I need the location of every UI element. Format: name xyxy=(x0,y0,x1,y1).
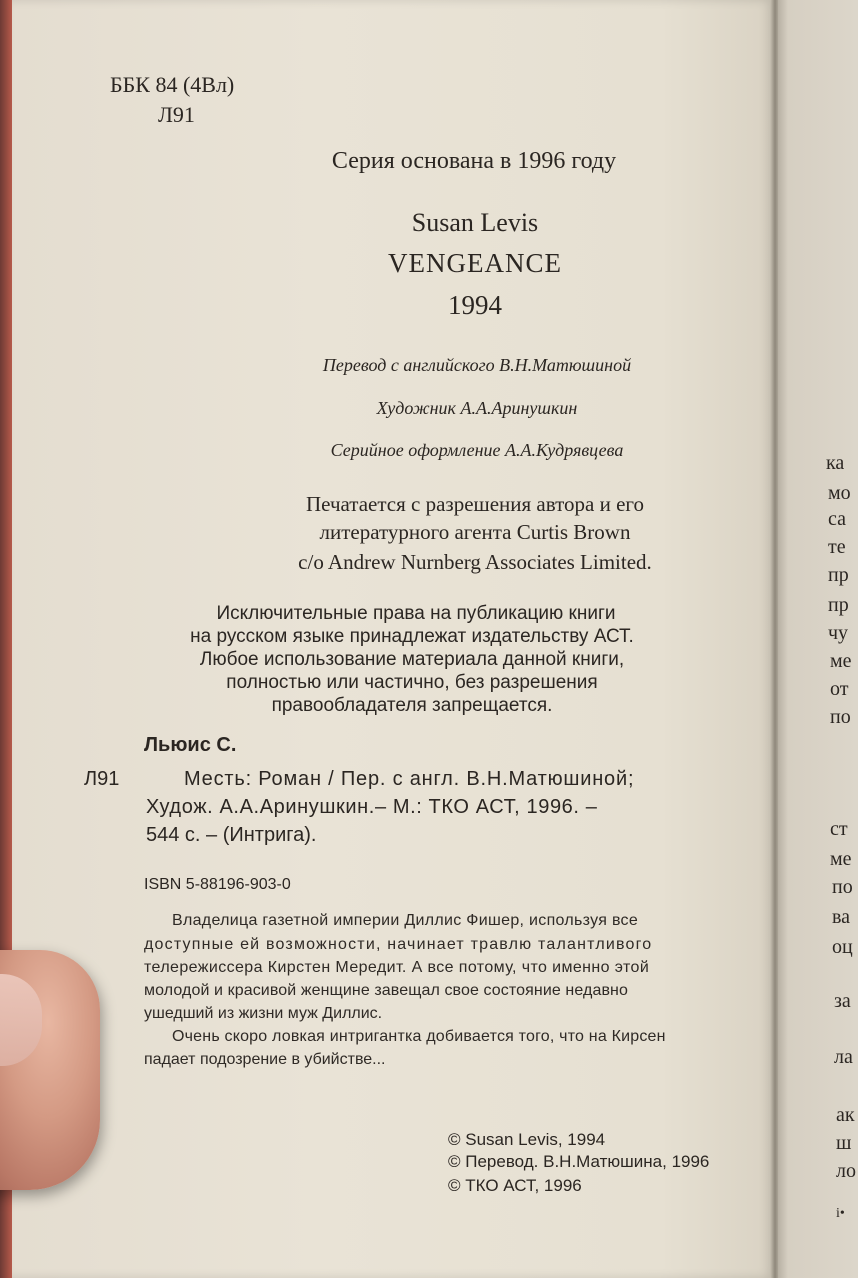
translator-credit: Перевод с английского В.Н.Матюшиной xyxy=(322,355,632,375)
copyright-line: © Перевод. В.Н.Матюшина, 1996 xyxy=(448,1152,710,1171)
thumbnail-nail xyxy=(0,974,42,1066)
rights-line: Любое использование материала данной книги, xyxy=(199,649,625,670)
catalog-line: Худож. А.А.Аринушкин.– М.: ТКО АСТ, 1996. – xyxy=(146,796,598,818)
annotation-line: телережиссера Кирстен Мередит. А все потому, что именно этой xyxy=(144,959,650,976)
facing-page-fragment: ва xyxy=(832,906,851,928)
facing-page-fragment: і• xyxy=(836,1206,845,1221)
catalog-line: Месть: Роман / Пер. с англ. В.Н.Матюшиной; xyxy=(184,768,635,790)
series-design-credit: Серийное оформление А.А.Кудрявцева xyxy=(330,440,624,460)
annotation-line: молодой и красивой женщине завещал свое состояние недавно xyxy=(144,982,628,999)
facing-page-fragment: оц xyxy=(832,936,853,958)
facing-page-fragment: ме xyxy=(830,650,852,672)
bbk-code: ББК 84 (4Вл) xyxy=(110,72,235,97)
facing-page-fragment: чу xyxy=(828,622,849,644)
annotation-line: Владелица газетной империи Диллис Фишер, используя все xyxy=(172,912,639,929)
catalog-code: Л91 xyxy=(84,768,120,790)
original-year: 1994 xyxy=(448,290,502,320)
permission-line: литературного агента Curtis Brown xyxy=(319,520,631,544)
facing-page-fragment: ак xyxy=(836,1104,855,1126)
annotation-line: падает подозрение в убийстве... xyxy=(144,1051,386,1068)
original-author: Susan Levis xyxy=(411,208,539,237)
facing-page-fragment: ка xyxy=(826,452,845,474)
facing-page-fragment: по xyxy=(830,706,851,728)
facing-page-fragment: ме xyxy=(830,848,852,870)
facing-page-fragment: по xyxy=(832,876,853,898)
author-mark-code: Л91 xyxy=(158,102,195,127)
catalog-line: 544 с. – (Интрига). xyxy=(146,824,317,846)
original-title: VENGEANCE xyxy=(388,248,562,278)
rights-line: Исключительные права на публикацию книги xyxy=(216,603,616,624)
copyright-line: © Susan Levis, 1994 xyxy=(448,1130,606,1149)
facing-page-fragment: от xyxy=(830,678,849,700)
facing-page-fragment: ла xyxy=(834,1046,853,1068)
rights-line: на русском языке принадлежат издательству АСТ. xyxy=(190,626,634,647)
series-note: Серия основана в 1996 году xyxy=(331,148,617,174)
facing-page-fragment: пр xyxy=(828,594,849,616)
copyright-line: © ТКО АСТ, 1996 xyxy=(448,1176,582,1195)
facing-page-fragment: ш xyxy=(836,1132,852,1154)
rights-line: правообладателя запрещается. xyxy=(271,695,553,716)
facing-page-fragment: за xyxy=(834,990,851,1012)
rights-line: полностью или частично, без разрешения xyxy=(226,672,598,693)
facing-page-fragment: те xyxy=(828,536,846,558)
annotation-line: доступные ей возможности, начинает травлю талантливого xyxy=(144,936,653,953)
catalog-author: Льюис С. xyxy=(144,734,237,756)
isbn: ISBN 5-88196-903-0 xyxy=(144,876,291,893)
holding-thumb xyxy=(0,950,100,1190)
artist-credit: Художник А.А.Аринушкин xyxy=(376,398,578,418)
facing-page-fragment: мо xyxy=(828,482,851,504)
permission-line: Печатается с разрешения автора и его xyxy=(305,492,644,516)
facing-page-fragment: ло xyxy=(836,1160,856,1182)
facing-page-edge xyxy=(778,0,858,1278)
facing-page-fragment: ст xyxy=(830,818,848,840)
facing-page-fragment: са xyxy=(828,508,846,530)
annotation-line: ушедший из жизни муж Диллис. xyxy=(144,1005,383,1022)
facing-page-fragment: пр xyxy=(828,564,849,586)
permission-line: c/o Andrew Nurnberg Associates Limited. xyxy=(298,550,652,574)
book-page xyxy=(12,0,774,1278)
annotation-line: Очень скоро ловкая интригантка добивается того, что на Кирсен xyxy=(172,1028,666,1045)
